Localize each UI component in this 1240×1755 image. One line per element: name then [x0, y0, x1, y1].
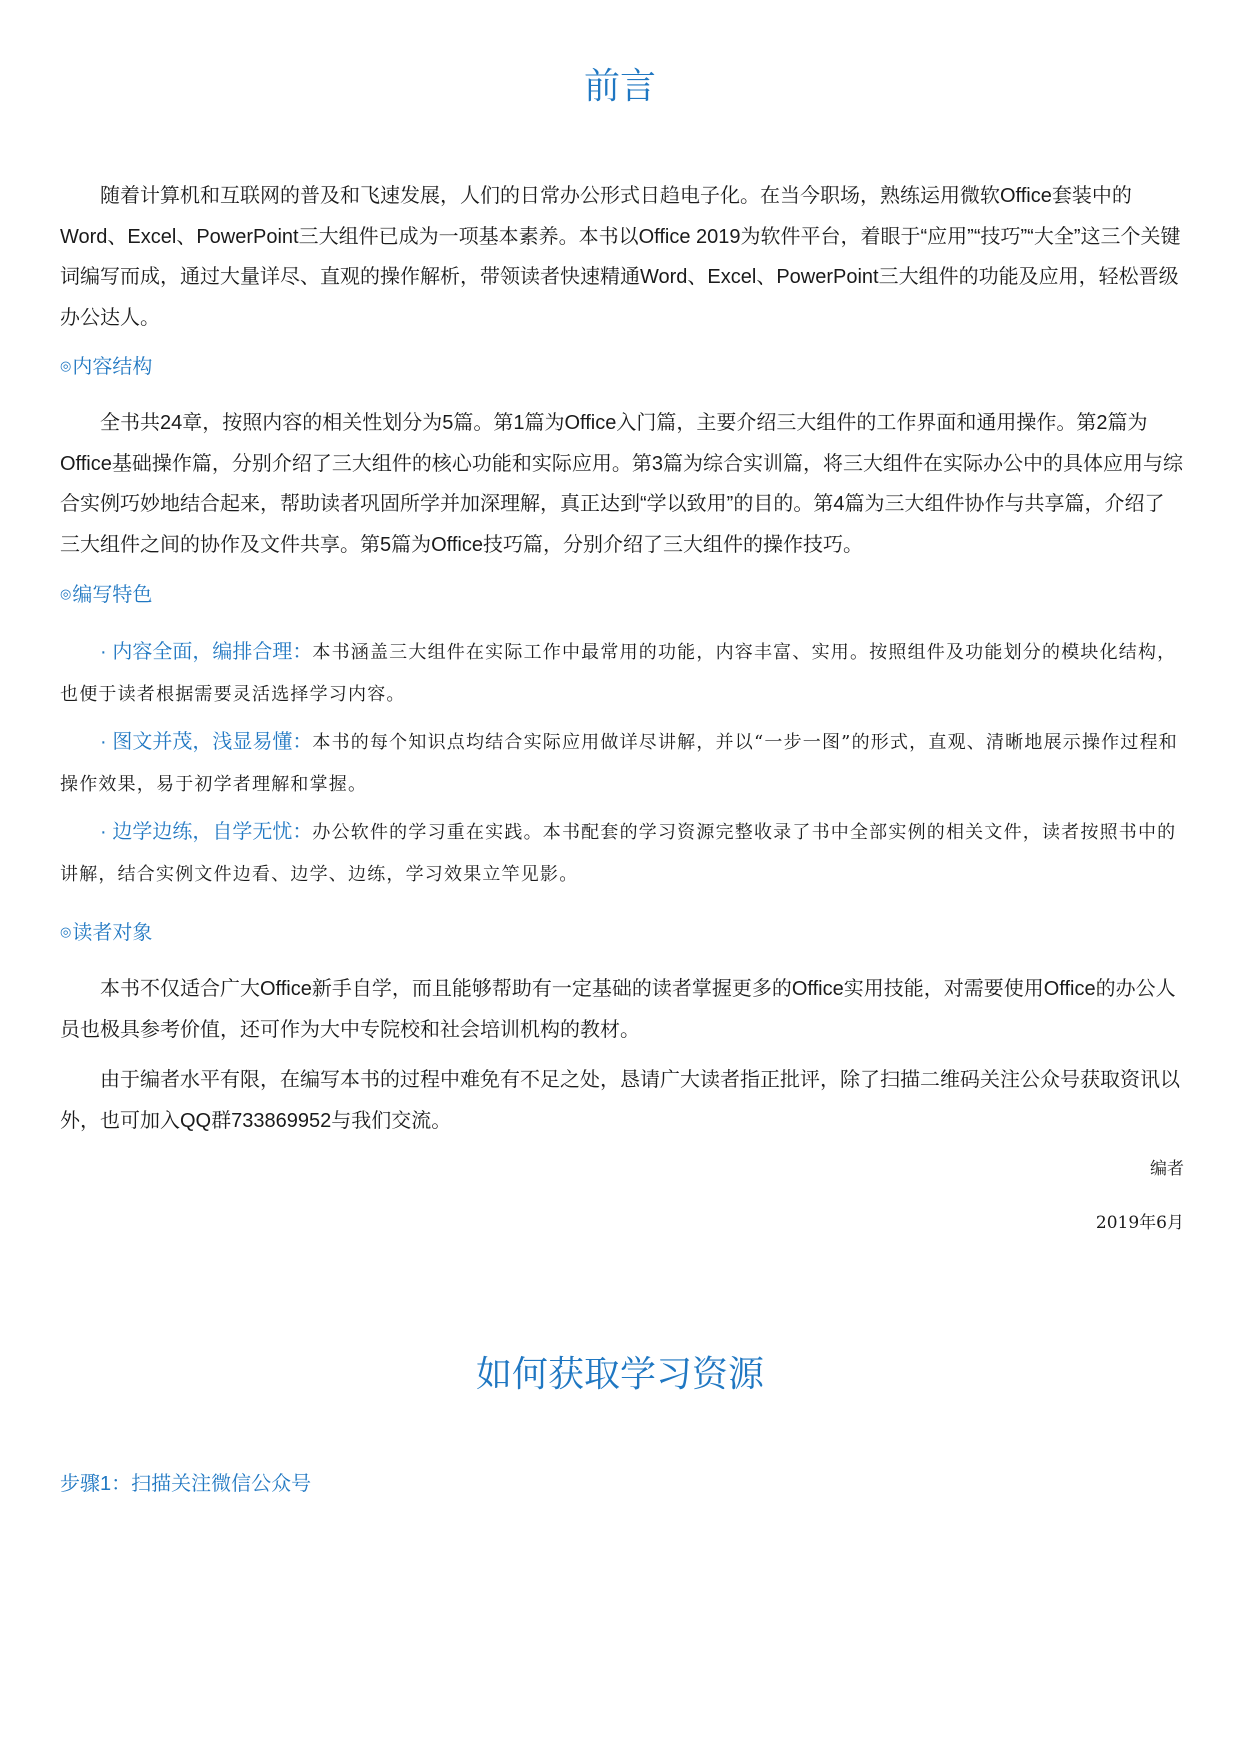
- section-heading-structure: [60, 352, 152, 381]
- feature-title: 图文并茂，浅显易懂：: [112, 731, 313, 753]
- audience-paragraph: 本书不仅适合广大Office新手自学，而且能够帮助有一定基础的读者掌握更多的Office实用技能，对需要使用Office的办公人员也极具参考价值，还可作为大中专院校和社会培训机构的教材。: [60, 978, 1176, 1041]
- feature-text: 办公软件的学习重在实践。本书配套的学习资源完整收录了书中全部实例的相关文件，读者按照书中的讲解，结合实例文件边看、边学、边练，学习效果立竿见影。: [60, 822, 1177, 885]
- feature-text: 本书的每个知识点均结合实际应用做详尽讲解，并以“一步一图”的形式，直观、清晰地展示操作过程和操作效果，易于初学者理解和掌握。: [60, 732, 1178, 795]
- preface-title: 前言: [583, 65, 656, 106]
- section-bullet-icon: ◎: [60, 358, 72, 373]
- resources-title: 如何获取学习资源: [475, 1353, 764, 1394]
- section-bullet-icon: ◎: [60, 586, 72, 601]
- feature-item: [60, 812, 1184, 895]
- closing-paragraph: 由于编者水平有限，在编写本书的过程中难免有不足之处，恳请广大读者指正批评，除了扫描二维码关注公众号获取资讯以外，也可加入QQ群733869952与我们交流。: [60, 1069, 1180, 1132]
- signature: 编者: [1150, 1159, 1184, 1179]
- section-heading-label: 编写特色: [72, 584, 153, 606]
- section-bullet-icon: ◎: [60, 924, 72, 939]
- structure-paragraph: 全书共24章，按照内容的相关性划分为5篇。第1篇为Office入门篇，主要介绍三大组件的工作界面和通用操作。第2篇为Office基础操作篇，分别介绍了三大组件的核心功能和实际应用。第3篇为综合实训篇，将三大组件在实际办公中的具体应用与综合实例巧妙地结合起来，帮助读者巩固所学并加深理解，真正达到“学以致用”的目的。第4篇为三大组件协作与共享篇，介绍了三大组件之间的协作及文件共享。第5篇为Office技巧篇，分别介绍了三大组件的操作技巧。: [60, 412, 1183, 556]
- section-heading-label: 读者对象: [72, 922, 153, 944]
- section-heading-features: [60, 580, 152, 609]
- preface-intro-paragraph: 随着计算机和互联网的普及和飞速发展，人们的日常办公形式日趋电子化。在当今职场，熟练运用微软Office套装中的Word、Excel、PowerPoint三大组件已成为一项基本素养。本书以Office 2019为软件平台，着眼于“应用”“技巧”“大全”这三个关键词编写而成，通过大量详尽、直观的操作解析，带领读者快速精通Word、Excel、PowerPoint三大组件的功能及应用，轻松晋级办公达人。: [60, 185, 1181, 329]
- feature-item: [60, 632, 1184, 715]
- feature-bullet-icon: ·: [100, 821, 107, 843]
- feature-item: [60, 722, 1184, 805]
- feature-text: 本书涵盖三大组件在实际工作中最常用的功能，内容丰富、实用。按照组件及功能划分的模块化结构，也便于读者根据需要灵活选择学习内容。: [60, 642, 1177, 705]
- feature-bullet-icon: ·: [100, 641, 107, 663]
- feature-title: 边学边练，自学无忧：: [112, 821, 313, 843]
- resources-step-1: 步骤1：扫描关注微信公众号: [60, 1473, 312, 1495]
- section-heading-audience: [60, 918, 152, 947]
- section-heading-label: 内容结构: [72, 356, 153, 378]
- feature-title: 内容全面，编排合理：: [112, 641, 313, 663]
- feature-bullet-icon: ·: [100, 731, 107, 753]
- date: 2019年6月: [1095, 1213, 1184, 1233]
